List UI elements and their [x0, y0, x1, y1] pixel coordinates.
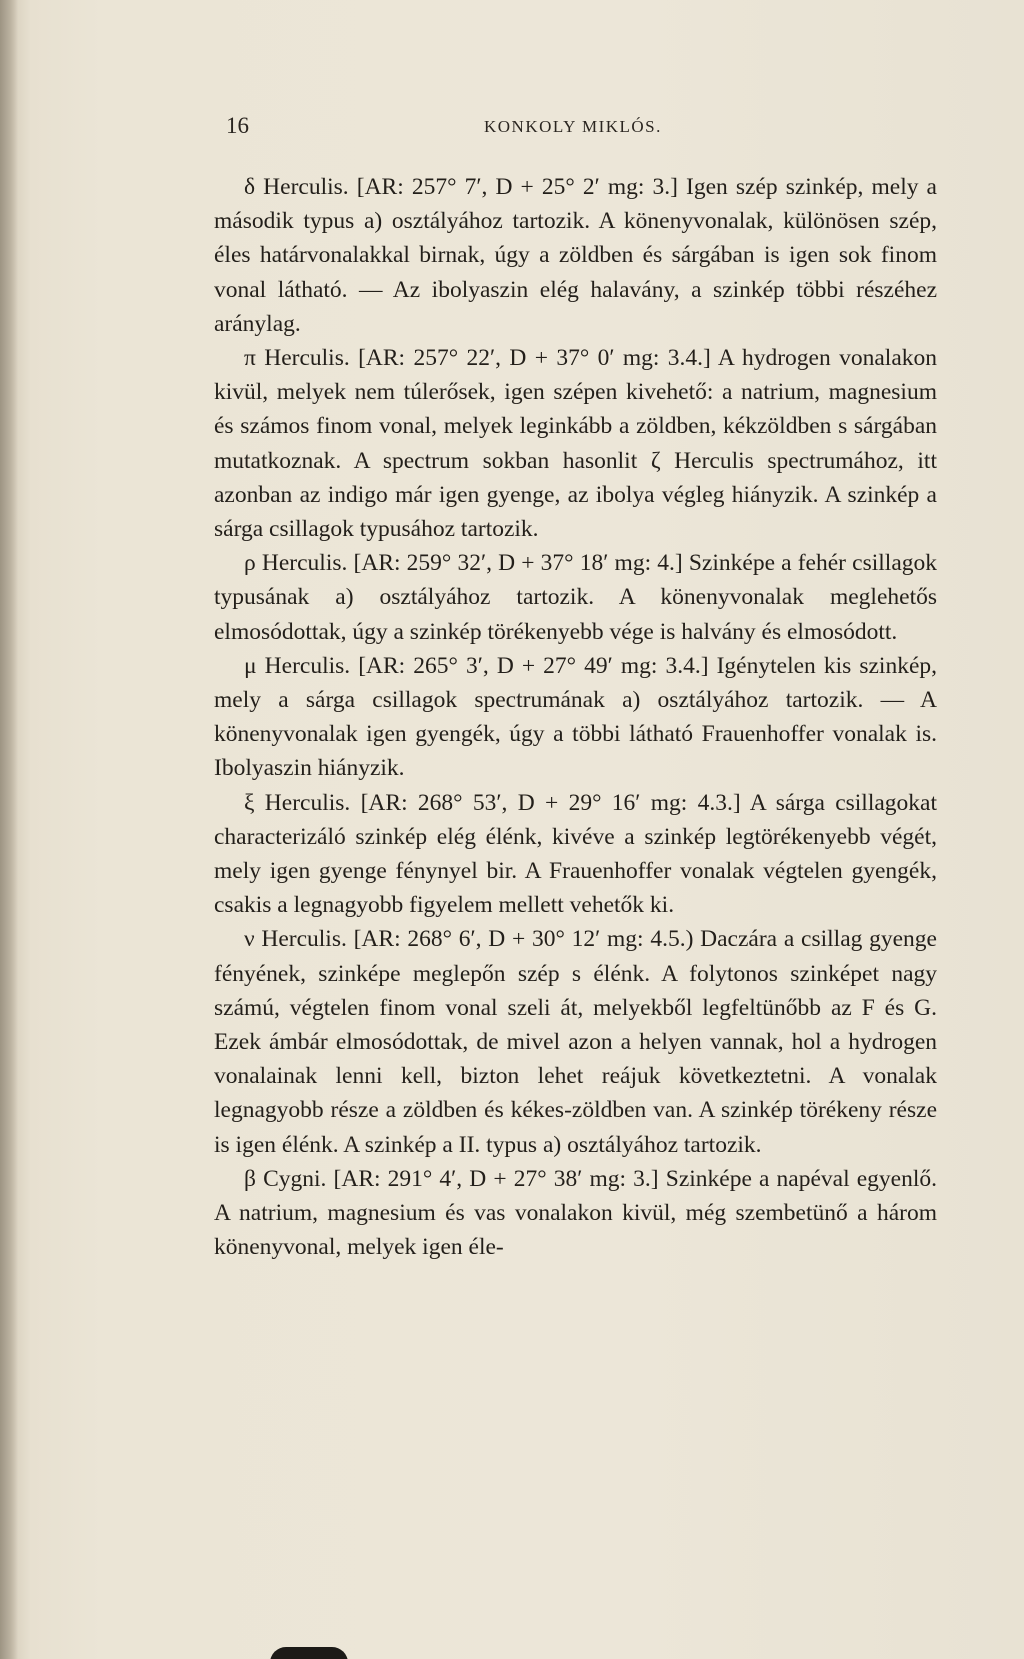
paragraph-pi-herculis: π Herculis. [AR: 257° 22′, D + 37° 0′ mg: 3.4.] A hydrogen vonalakon kivül, melyek nem túlerősek, igen szépen kivehető: a natrium, magnesium és számos finom vonal, melyek leginkább a zöldben, kékzöldben s sárgában mutatkoznak. A spectrum sokban hasonlit ζ Herculis spectrumához, itt azonban az indigo már igen gyenge, az ibolya végleg hiányzik. A szinkép a sárga csillagok typusához tartozik. [214, 345, 937, 543]
paragraph-rho-herculis: ρ Herculis. [AR: 259° 32′, D + 37° 18′ mg: 4.] Szinképe a fehér csillagok typusának a) osztályához tartozik. A könenyvonalak meglehetős elmosódottak, úgy a szinkép törékenyebb vége is halvány és elmosódott. [214, 550, 937, 645]
bottom-ink-mark [270, 1647, 348, 1659]
paragraph-mu-herculis: μ Herculis. [AR: 265° 3′, D + 27° 49′ mg: 3.4.] Igénytelen kis szinkép, mely a sárga csillagok spectrumának a) osztályához tartozik. — A könenyvonalak igen gyengék, úgy a többi látható Frauenhoffer vonalak is. Ibolyaszin hiányzik. [214, 652, 937, 782]
paragraph-delta-herculis: δ Herculis. [AR: 257° 7′, D + 25° 2′ mg: 3.] Igen szép szinkép, mely a második typus a) osztályához tartozik. A könenyvonalak, különösen szép, éles határvonalakkal birnak, úgy a zöldben és sárgában is igen sok finom vonal látható. — Az ibolyaszin elég halavány, a szinkép többi részéhez aránylag. [214, 174, 937, 337]
page-number: 16 [226, 113, 249, 138]
paragraph-beta-cygni: β Cygni. [AR: 291° 4′, D + 27° 38′ mg: 3.] Szinképe a napéval egyenlő. A natrium, magnesium és vas vonalakon kivül, még szembetünő a három könenyvonal, melyek igen éle- [214, 1165, 937, 1261]
paragraph-nu-herculis: ν Herculis. [AR: 268° 6′, D + 30° 12′ mg: 4.5.) Daczára a csillag gyenge fényének, szinképe meglepőn szép s élénk. A folytonos szinképet nagy számú, végtelen finom vonal szeli át, melyekből legfeltünőbb az F és G. Ezek ámbár elmosódottak, de mivel azon a helyen vannak, hol a hydrogen vonalainak lenni kell, bizton lehet reájuk következtetni. A vonalak legnagyobb része a zöldben és kékes-zöldben van. A szinkép törékeny része is igen élénk. A szinkép a II. typus a) osztályához tartozik. [214, 926, 937, 1158]
running-head: KONKOLY MIKLÓS. [484, 117, 662, 136]
paragraph-xi-herculis: ξ Herculis. [AR: 268° 53′, D + 29° 16′ mg: 4.3.] A sárga csillagokat characterizáló szinkép elég élénk, kivéve a szinkép legtörékenyebb végét, mely igen gyenge fénynyel bir. A Frauenhoffer vonalak végtelen gyengék, csakis a legnagyobb figyelem mellett vehetők ki. [214, 789, 937, 919]
body-text [214, 170, 937, 1265]
page-gutter [0, 0, 18, 1659]
page-header [226, 113, 936, 143]
